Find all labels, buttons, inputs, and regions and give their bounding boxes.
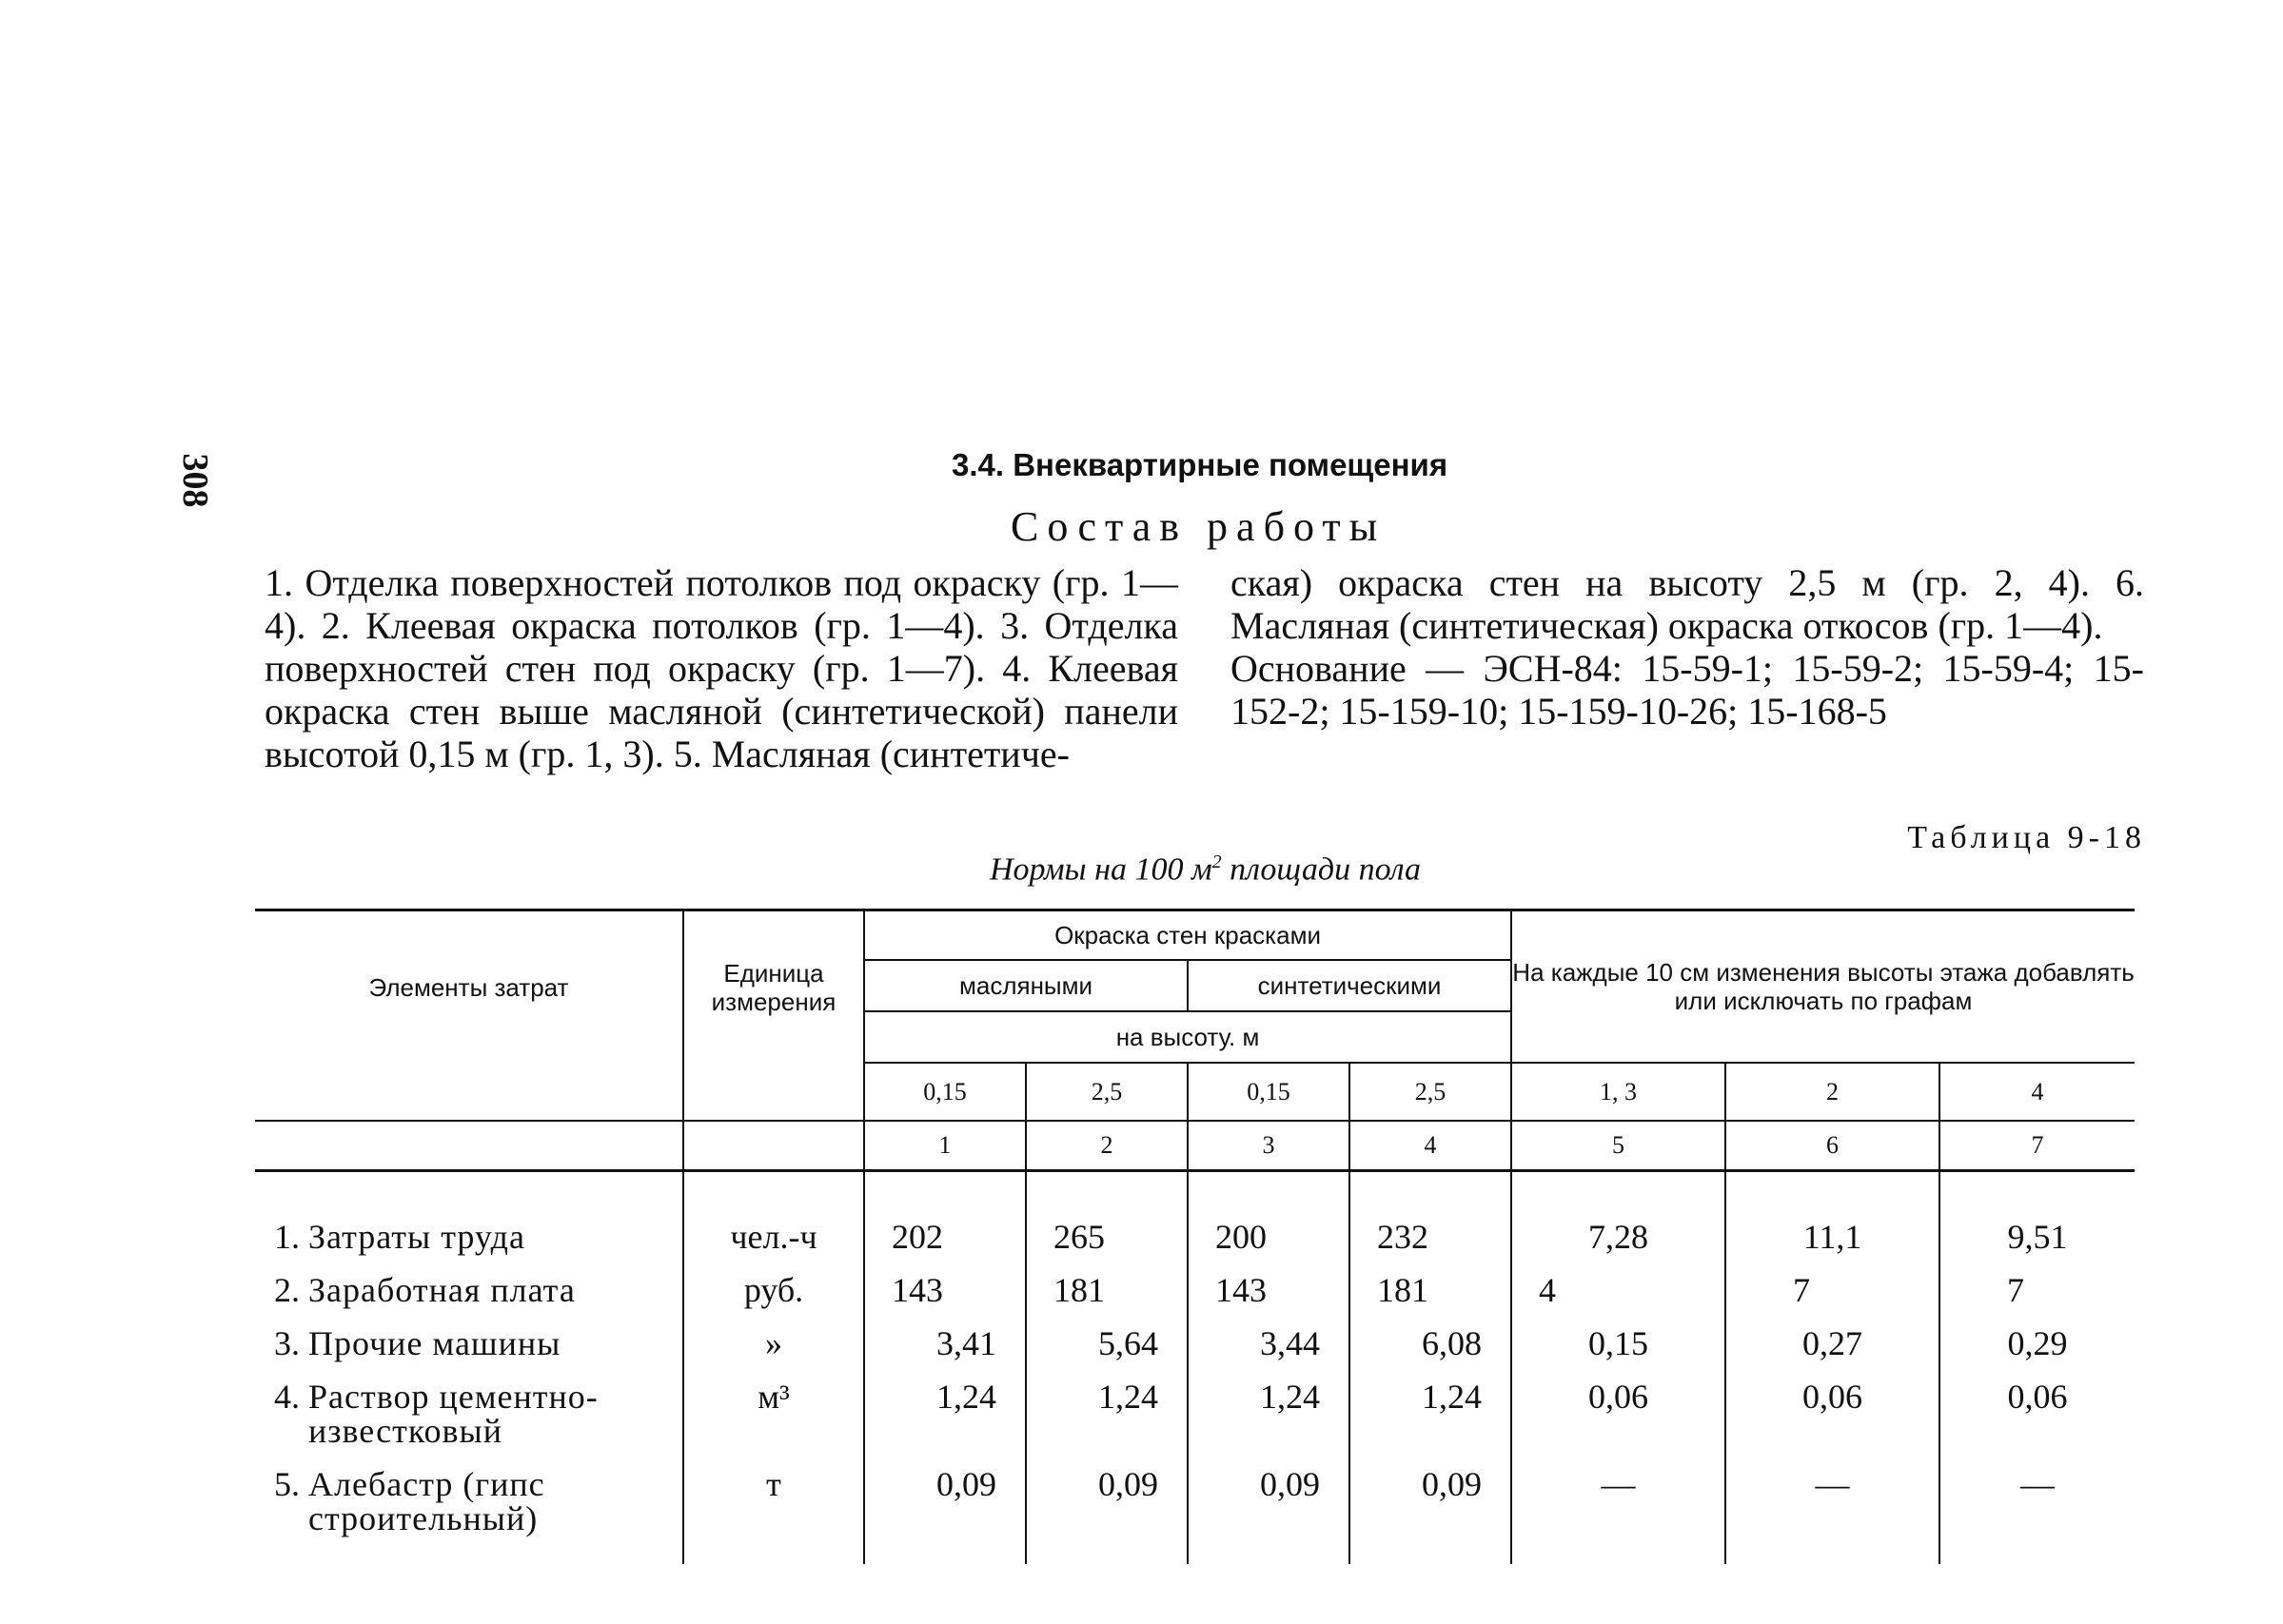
column-number: 6 (1725, 1121, 1939, 1171)
column-number: 2 (1026, 1121, 1188, 1171)
cell-value: 7 (1725, 1263, 1939, 1317)
column-number: 7 (1939, 1121, 2135, 1171)
cell-value: 9,51 (1939, 1210, 2135, 1263)
table-row (255, 1370, 2135, 1458)
caption-suffix: площади пола (1221, 851, 1422, 888)
cell-value: 200 (1188, 1210, 1349, 1263)
cell-value: 5,64 (1026, 1317, 1188, 1370)
column-number: 1 (864, 1121, 1026, 1171)
cell-value: 0,29 (1939, 1317, 2135, 1370)
header-group: 4 (1939, 1063, 2135, 1121)
header-height: 2,5 (1349, 1063, 1511, 1121)
cell-value: 7 (1939, 1263, 2135, 1317)
cell-value: 4 (1511, 1263, 1725, 1317)
work-description-left: 1. Отделка поверхностей потолков под окраску (гр. 1—4). 2. Клеевая окраска потолков (гр. 1—4). 3. Отделка поверхностей стен под окраску (гр. 1—7). 4. Клеевая окраска стен выше масляной (синтетической) панели высотой 0,15 м (гр. 1, 3). 5. Масляная (синтетиче- (265, 561, 1178, 775)
cell-value: — (1725, 1458, 1939, 1564)
row-number: 2. (274, 1271, 300, 1309)
section-title: 3.4. Внеквартирные помещения (952, 447, 1448, 482)
cell-value: 1,24 (1026, 1370, 1188, 1458)
cell-value: 1,24 (1349, 1370, 1511, 1458)
row-label: Затраты труда (308, 1218, 525, 1256)
row-name (255, 1317, 683, 1370)
row-name (255, 1263, 683, 1317)
cell-value: 0,06 (1725, 1370, 1939, 1458)
table-row (255, 1263, 2135, 1317)
row-name (255, 1458, 683, 1564)
work-description-right: ская) окраска стен на высоту 2,5 м (гр. 2, 4). 6. Масляная (синтетическая) окраска откосов (гр. 1—4). Основание — ЭСН-84: 15-59-1; 15-59-2; 15-59-4; 15-152-2; 15-159-10; 15-159-10-26; 15-168-5 (1230, 561, 2144, 733)
cell-value: 143 (864, 1263, 1026, 1317)
cell-value: 0,15 (1511, 1317, 1725, 1370)
cell-value: 202 (864, 1210, 1026, 1263)
table-row (255, 1458, 2135, 1564)
column-number: 4 (1349, 1121, 1511, 1171)
header-height: 0,15 (864, 1063, 1026, 1121)
row-unit: т (683, 1458, 864, 1564)
cell-value: 0,09 (1026, 1458, 1188, 1564)
cell-value: — (1939, 1458, 2135, 1564)
header-blank (683, 1121, 864, 1171)
cell-value: 265 (1026, 1210, 1188, 1263)
row-name (255, 1370, 683, 1458)
caption-prefix: Нормы на 100 м (990, 851, 1212, 888)
header-synthetic: синтетическими (1188, 960, 1511, 1011)
cell-value: 11,1 (1725, 1210, 1939, 1263)
header-oil: масляными (864, 960, 1188, 1011)
page-number: 308 (175, 453, 215, 508)
cell-value: 3,44 (1188, 1317, 1349, 1370)
header-blank (683, 1063, 864, 1121)
cell-value: 0,09 (864, 1458, 1026, 1564)
cell-value: 0,09 (1188, 1458, 1349, 1564)
header-unit: Единица измерения (683, 910, 864, 1064)
caption-superscript: 2 (1211, 851, 1222, 872)
row-number: 3. (274, 1324, 300, 1362)
cell-value: 0,06 (1939, 1370, 2135, 1458)
cell-value: 3,41 (864, 1317, 1026, 1370)
cell-value: 6,08 (1349, 1317, 1511, 1370)
header-group: 2 (1725, 1063, 1939, 1121)
header-elements: Элементы затрат (255, 910, 683, 1064)
column-number: 3 (1188, 1121, 1349, 1171)
cell-value: 1,24 (1188, 1370, 1349, 1458)
row-unit: » (683, 1317, 864, 1370)
cell-value: 181 (1026, 1263, 1188, 1317)
header-height: 2,5 (1026, 1063, 1188, 1121)
row-number: 5. (274, 1465, 300, 1503)
row-label: Раствор цементно-известковый (308, 1378, 599, 1450)
table-caption (990, 851, 1421, 888)
cell-value: 0,27 (1725, 1317, 1939, 1370)
header-height-label: на высоту. м (864, 1011, 1511, 1063)
row-label: Алебастр (гипс строительный) (308, 1465, 545, 1537)
row-unit: руб. (683, 1263, 864, 1317)
row-label: Прочие машины (308, 1324, 561, 1362)
header-paint-group: Окраска стен красками (864, 910, 1511, 961)
cell-value: 7,28 (1511, 1210, 1725, 1263)
cell-value: 232 (1349, 1210, 1511, 1263)
header-group: 1, 3 (1511, 1063, 1725, 1121)
cell-value: 143 (1188, 1263, 1349, 1317)
row-name (255, 1210, 683, 1263)
cell-value: 0,06 (1511, 1370, 1725, 1458)
row-number: 4. (274, 1378, 300, 1416)
row-unit: м³ (683, 1370, 864, 1458)
norms-table (255, 909, 2135, 1564)
table-number: Таблица 9-18 (1907, 820, 2146, 855)
table-row (255, 1210, 2135, 1263)
header-per-10cm: На каждые 10 см изменения высоты этажа добавлять или исключать по графам (1511, 910, 2135, 1064)
row-number: 1. (274, 1218, 300, 1256)
header-blank (255, 1063, 683, 1121)
row-label: Заработная плата (308, 1271, 576, 1309)
cell-value: 0,09 (1349, 1458, 1511, 1564)
table-row (255, 1317, 2135, 1370)
row-unit: чел.-ч (683, 1210, 864, 1263)
cell-value: 1,24 (864, 1370, 1026, 1458)
cell-value: — (1511, 1458, 1725, 1564)
cell-value: 181 (1349, 1263, 1511, 1317)
column-number: 5 (1511, 1121, 1725, 1171)
work-composition-heading: Состав работы (1011, 503, 1387, 550)
header-height: 0,15 (1188, 1063, 1349, 1121)
header-blank (255, 1121, 683, 1171)
